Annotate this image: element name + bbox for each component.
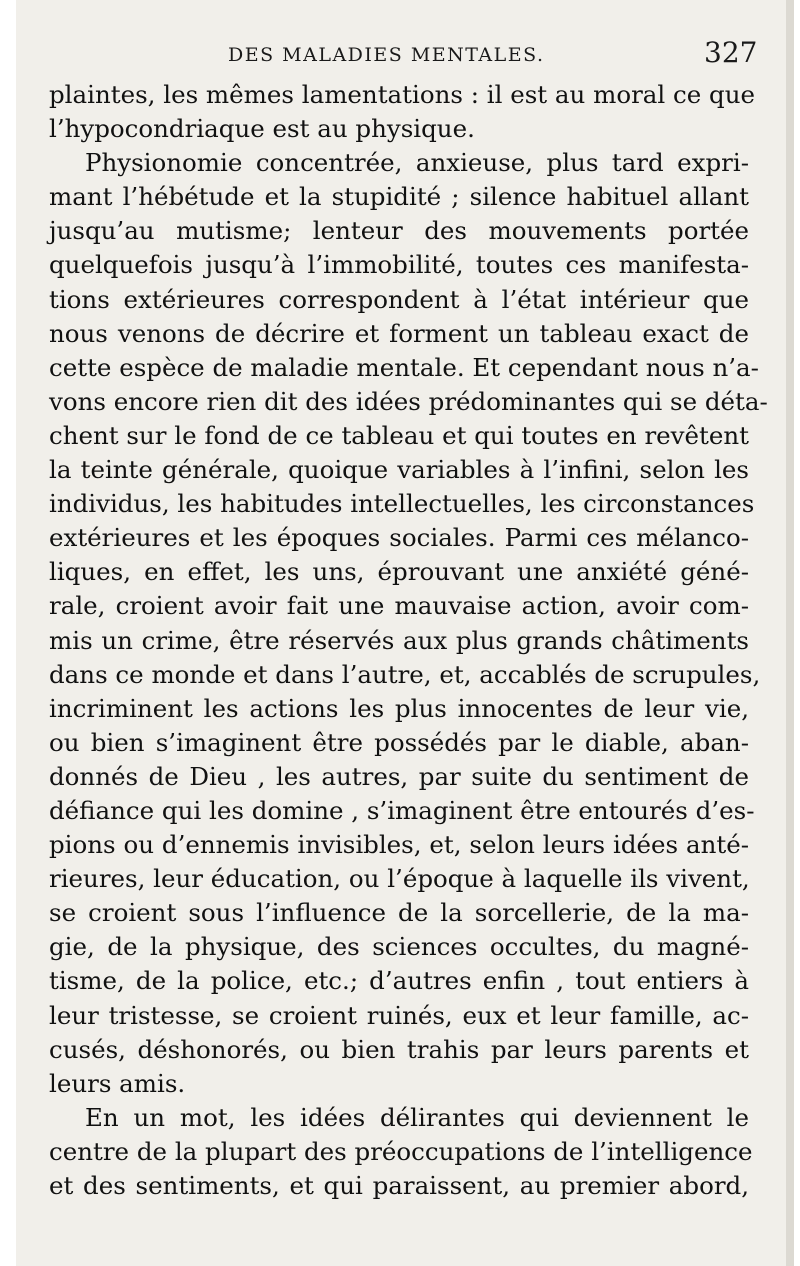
text-line: cette espèce de maladie mentale. Et cependant nous n’a- — [49, 352, 759, 382]
text-line: se croient sous l’influence de la sorcellerie, de la ma- — [49, 898, 749, 928]
text-line: dans ce monde et dans l’autre, et, accablés de scrupules, — [49, 659, 761, 689]
text-line: cusés, déshonorés, ou bien trahis par leurs parents et — [49, 1034, 749, 1064]
text-line: défiance qui les domine , s’imaginent être entourés d’es- — [49, 795, 755, 825]
text-line: incriminent les actions les plus innocentes de leur vie, — [49, 693, 749, 723]
text-line: vons encore rien dit des idées prédominantes qui se déta- — [49, 386, 768, 416]
text-line: gie, de la physique, des sciences occultes, du magné- — [49, 932, 749, 962]
body-text — [49, 78, 768, 1203]
text-line: l’hypocondriaque est au physique. — [49, 114, 475, 144]
text-line: chent sur le fond de ce tableau et qui toutes en revêtent — [49, 420, 749, 450]
text-line: et des sentiments, et qui paraissent, au premier abord, — [49, 1171, 749, 1200]
text-line: Physionomie concentrée, anxieuse, plus tard expri- — [85, 148, 749, 178]
running-head — [16, 34, 786, 74]
page-number: 327 — [704, 36, 758, 69]
text-line: extérieures et les époques sociales. Parmi ces mélanco- — [49, 523, 749, 553]
text-line: ou bien s’imaginent être possédés par le diable, aban- — [49, 727, 749, 757]
text-line: leurs amis. — [49, 1068, 186, 1098]
text-line: liques, en effet, les uns, éprouvant une anxiété géné- — [49, 557, 749, 587]
text-line: mant l’hébétude et la stupidité ; silence habituel allant — [49, 182, 749, 212]
running-title: DES MALADIES MENTALES. — [228, 44, 545, 66]
text-line: tisme, de la police, etc.; d’autres enfin , tout entiers à — [49, 966, 749, 996]
text-line: nous venons de décrire et forment un tableau exact de — [49, 318, 749, 348]
text-line: pions ou d’ennemis invisibles, et, selon leurs idées anté- — [49, 830, 749, 860]
text-line: rieures, leur éducation, ou l’époque à laquelle ils vivent, — [49, 864, 750, 894]
text-line: leur tristesse, se croient ruinés, eux et leur famille, ac- — [49, 1000, 749, 1030]
text-line: plaintes, les mêmes lamentations : il est au moral ce que — [49, 80, 756, 109]
text-line: individus, les habitudes intellectuelles, les circonstances — [49, 489, 755, 519]
text-line: En un mot, les idées délirantes qui deviennent le — [85, 1102, 749, 1132]
text-line: tions extérieures correspondent à l’état intérieur que — [49, 284, 749, 314]
book-page — [16, 0, 786, 1266]
text-line: rale, croient avoir fait une mauvaise action, avoir com- — [49, 591, 749, 621]
text-line: quelquefois jusqu’à l’immobilité, toutes ces manifesta- — [49, 250, 749, 280]
text-line: la teinte générale, quoique variables à l’infini, selon les — [49, 455, 749, 485]
text-line: jusqu’au mutisme; lenteur des mouvements portée — [49, 216, 749, 246]
text-line: donnés de Dieu , les autres, par suite du sentiment de — [49, 761, 749, 791]
text-line: mis un crime, être réservés aux plus grands châtiments — [49, 625, 749, 655]
text-line: centre de la plupart des préoccupations de l’intelligence — [49, 1136, 753, 1166]
